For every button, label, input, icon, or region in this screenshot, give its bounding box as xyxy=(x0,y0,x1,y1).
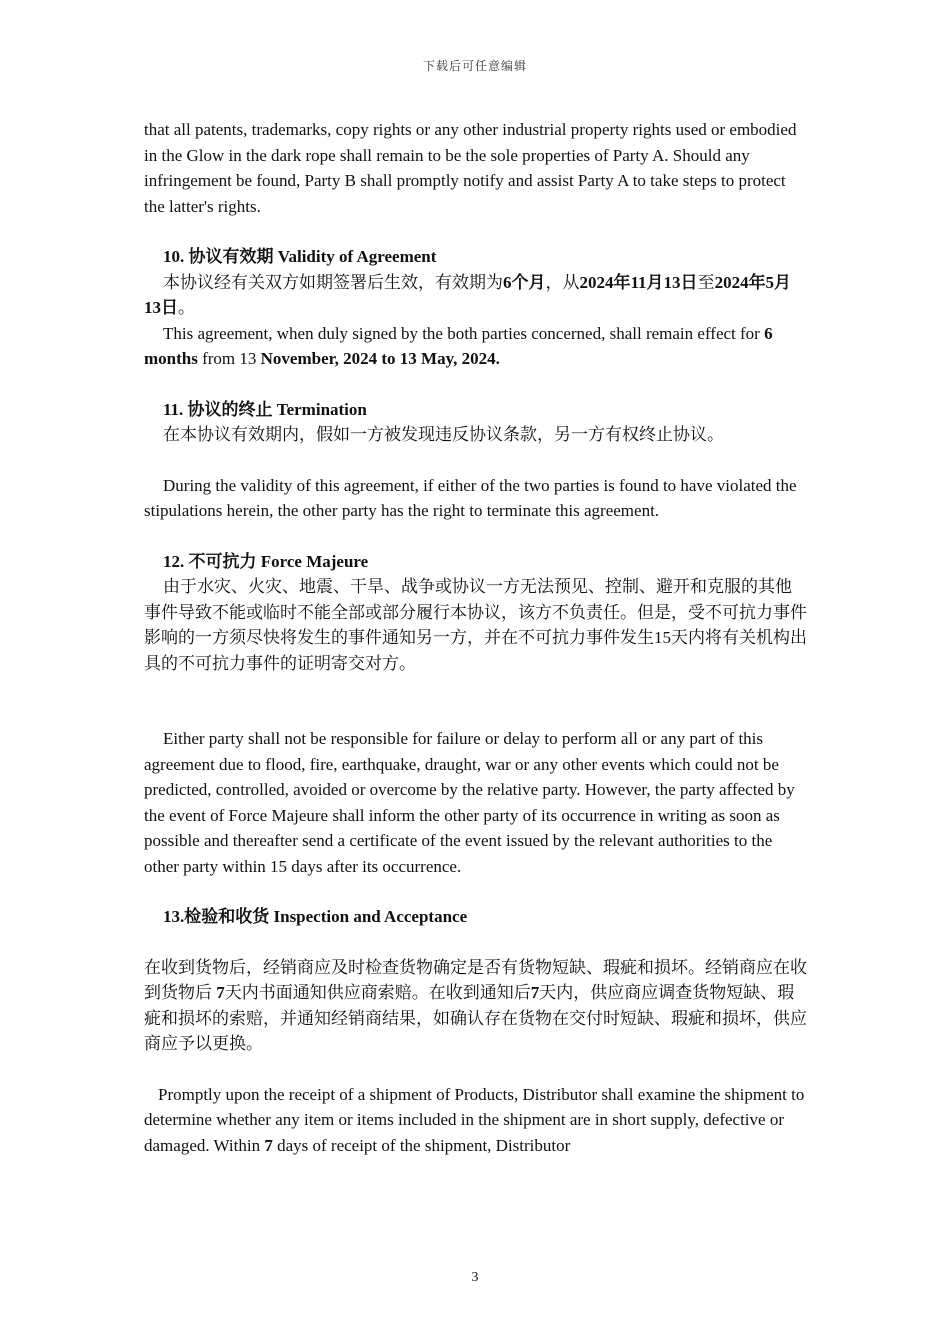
section-12-heading: 12. 不可抗力 Force Majeure xyxy=(163,551,369,571)
section-11-en: During the validity of this agreement, if either of the two parties is found to have violated the stipulations herein, the other party has the right to terminate this agreement. xyxy=(144,475,797,520)
section-13-en: Promptly upon the receipt of a shipment of Products, Distributor shall examine the shipment to determine whether any item or items included in the shipment are in short supply, defective or damaged. Within 7 days of receipt of the shipment, Distributor xyxy=(144,1084,805,1155)
section-10-heading: 10. 协议有效期 Validity of Agreement xyxy=(163,247,437,266)
page-header: 下载后可任意编辑 xyxy=(422,59,527,73)
section-11-heading: 11. 协议的终止 Termination xyxy=(163,399,367,419)
section-13-heading: 13.检验和收货 Inspection and Acceptance xyxy=(163,907,468,926)
section-10-cn: 本协议经有关双方如期签署后生效，有效期为6个月，从2024年11月13日至2024年5月13日。 xyxy=(144,272,792,317)
section-12-en: Either party shall not be responsible for failure or delay to perform all or any part of this agreement due to flood, fire, earthquake, draught, war or any other events which could not be predicted, controlled, avoided or overcome by the relative party. However, the party affected by the event of Force Majeure shall inform the other party of its occurrence in writing as soon as possible and thereafter send a certificate of the event issued by the relevant authorities to the other party within 15 days after its occurrence. xyxy=(144,729,795,876)
page-number: 3 xyxy=(471,1270,479,1285)
section-10-en: This agreement, when duly signed by the both parties concerned, shall remain effect for 6 months from 13 November, 2024 to 13 May, 2024. xyxy=(144,323,773,368)
document-body xyxy=(144,117,808,1158)
section-12-cn: 由于水灾、火灾、地震、干旱、战争或协议一方无法预见、控制、避开和克服的其他事件导致不能或临时不能全部或部分履行本协议，该方不负责任。但是，受不可抗力事件影响的一方须尽快将发生的事件通知另一方，并在不可抗力事件发生15天内将有关机构出具的不可抗力事件的证明寄交对方。 xyxy=(144,577,807,673)
section-11-cn: 在本协议有效期内，假如一方被发现违反协议条款，另一方有权终止协议。 xyxy=(163,425,724,444)
section-13-cn: 在收到货物后，经销商应及时检查货物确定是否有货物短缺、瑕疵和损坏。经销商应在收到货物后 7天内书面通知供应商索赔。在收到通知后7天内，供应商应调查货物短缺、瑕疵和损坏的索赔，并通知经销商结果，如确认存在货物在交付时短缺、瑕疵和损坏，供应商应予以更换。 xyxy=(144,957,807,1053)
intro-paragraph: that all patents, trademarks, copy rights or any other industrial property rights used or embodied in the Glow in the dark rope shall remain to be the sole properties of Party A. Should any infringement be found, Party B shall promptly notify and assist Party A to take steps to protect the latter's rights. xyxy=(144,120,797,216)
